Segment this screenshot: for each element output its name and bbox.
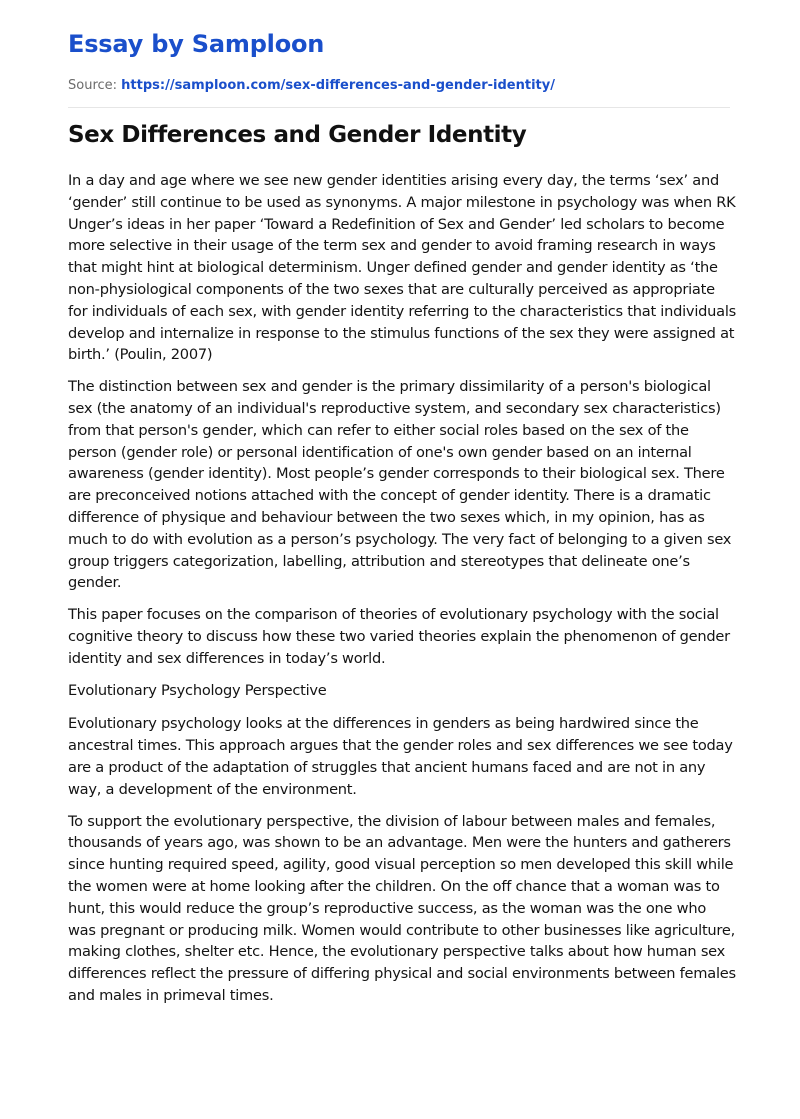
essay-paragraph: This paper focuses on the comparison of theories of evolutionary psychology with the social cognitive theory to discuss how these two varied theories explain the phenomenon of gender identity and sex differences in today’s world. (68, 606, 730, 667)
source-line (68, 77, 730, 95)
essay-paragraph: The distinction between sex and gender is the primary dissimilarity of a person's biological sex (the anatomy of an individual's reproductive system, and secondary sex characteristics) from that person's gender, which can refer to either social roles based on the sex of the person (gender role) or personal identification of one's own gender based on an internal awareness (gender identity). Most people’s gender corresponds to their biological sex. There are preconceived notions attached with the concept of gender identity. There is a dramatic difference of physique and behaviour between the two sexes which, in my opinion, has as much to do with evolution as a person’s psychology. The very fact of belonging to a given sex group triggers categorization, labelling, attribution and stereotypes that delineate one’s gender. (68, 378, 732, 592)
source-label: Source: (68, 78, 118, 93)
essay-paragraph: Evolutionary psychology looks at the differences in genders as being hardwired since the ancestral times. This approach argues that the gender roles and sex differences we see today are a product of the adaptation of struggles that ancient humans faced and are not in any way, a development of the environment. (68, 715, 733, 798)
section-subheading: Evolutionary Psychology Perspective (68, 681, 327, 699)
site-title: Essay by Samploon (68, 30, 325, 58)
header-divider (68, 107, 730, 108)
source-link[interactable]: https://samploon.com/sex-differences-and-gender-identity/ (121, 78, 555, 93)
essay-paragraph: In a day and age where we see new gender identities arising every day, the terms ‘sex’ and ‘gender’ still continue to be used as synonyms. A major milestone in psychology was when RK Unger’s ideas in her paper ‘Toward a Redefinition of Sex and Gender’ led scholars to become more selective in their usage of the term sex and gender to avoid framing research in ways that might hint at biological determinism. Unger defined gender and gender identity as ‘the non-physiological components of the two sexes that are culturally perceived as appropriate for individuals of each sex, with gender identity referring to the characteristics that individuals develop and internalize in response to the stimulus functions of the sex they were assigned at birth.’ (Poulin, 2007) (68, 172, 736, 364)
essay-paragraph: To support the evolutionary perspective, the division of labour between males and females, thousands of years ago, was shown to be an advantage. Men were the hunters and gatherers since hunting required speed, agility, good visual perception so men developed this skill while the women were at home looking after the children. On the off chance that a woman was to hunt, this would reduce the group’s reproductive success, as the woman was the one who was pregnant or producing milk. Women would contribute to other businesses like agriculture, making clothes, shelter etc. Hence, the evolutionary perspective talks about how human sex differences reflect the pressure of differing physical and social environments between females and males in primeval times. (68, 812, 736, 1004)
essay-title: Sex Differences and Gender Identity (68, 122, 527, 148)
essay-body (68, 170, 738, 1007)
